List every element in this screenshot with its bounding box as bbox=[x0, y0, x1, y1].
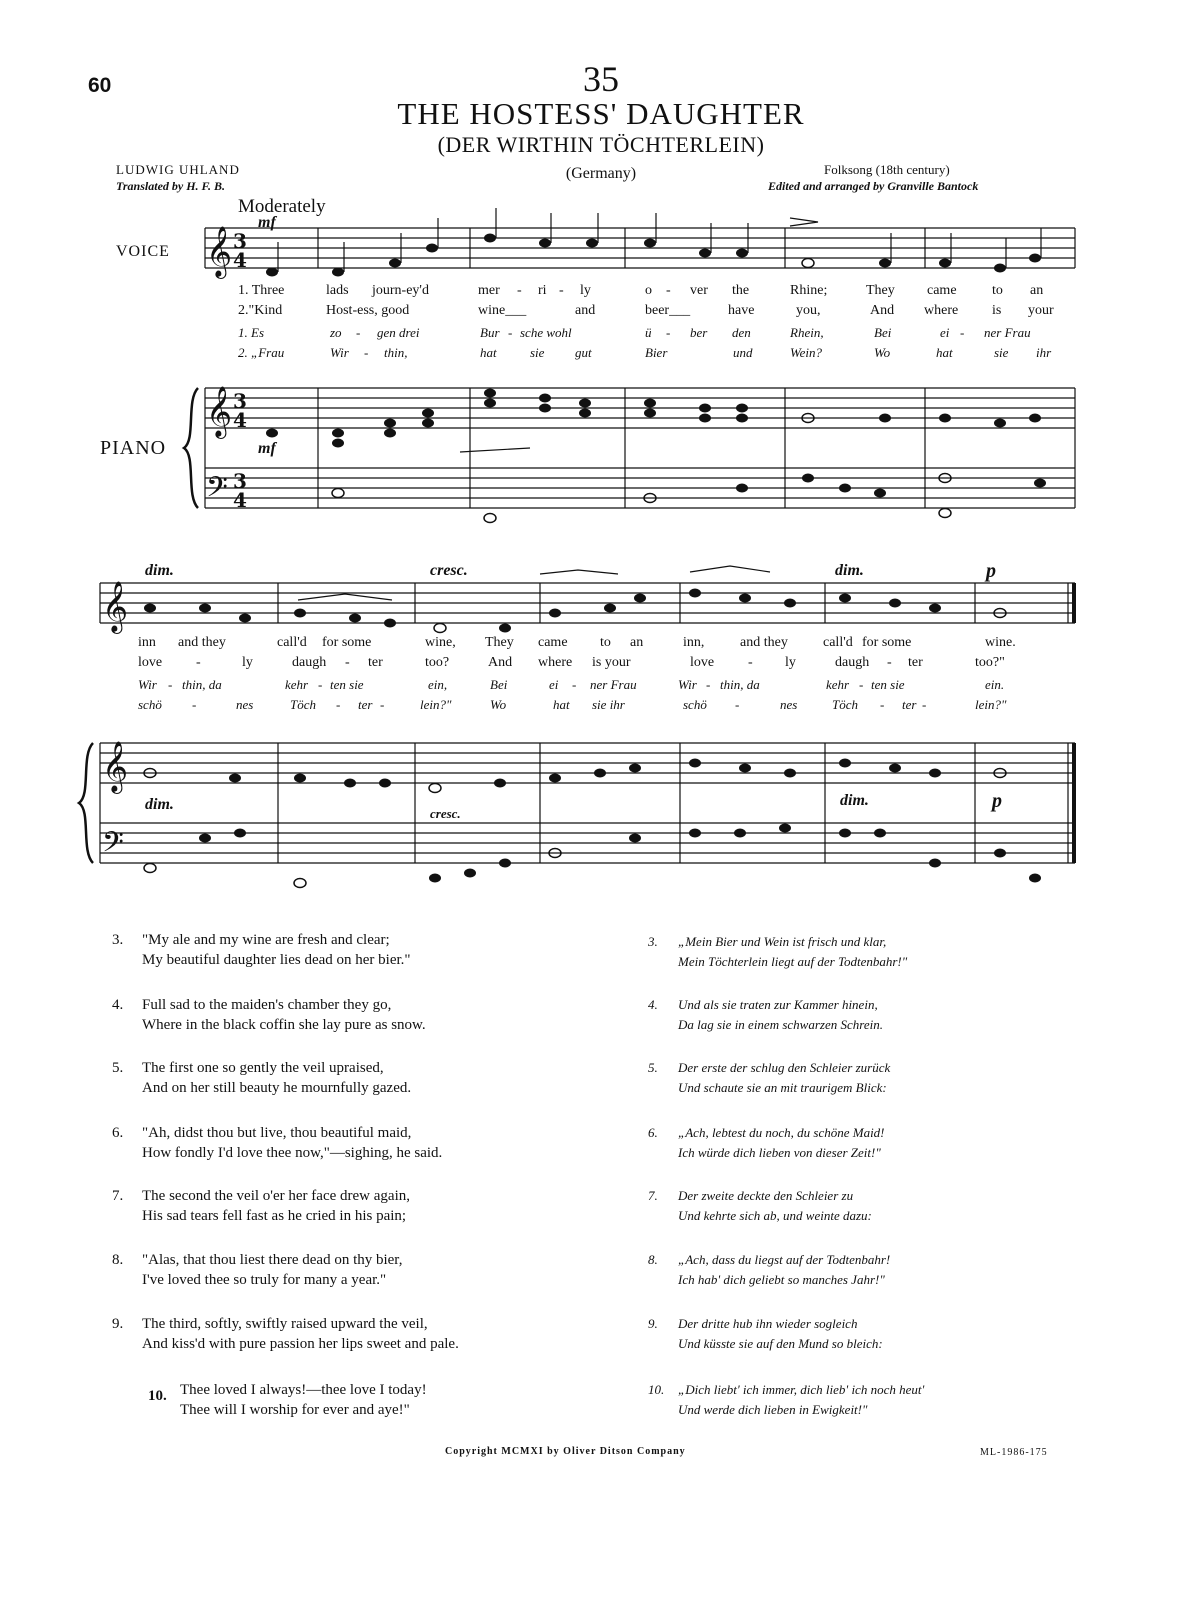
verse-de bbox=[648, 1058, 891, 1098]
dynamic-dim-piano-2: dim. bbox=[840, 792, 869, 809]
lyric-word: 1. Es bbox=[238, 325, 264, 340]
lyric-word: nes bbox=[780, 697, 798, 712]
lyric-word: ner Frau bbox=[984, 325, 1031, 340]
lyric-word: daugh bbox=[292, 655, 327, 670]
lyric-word: And bbox=[870, 303, 895, 318]
verse-line: The third, softly, swiftly raised upward the veil, bbox=[142, 1316, 428, 1332]
lyric-word: lads bbox=[326, 283, 349, 298]
lyric-word: Rhein, bbox=[790, 325, 824, 340]
verse-number: 10. bbox=[648, 1382, 665, 1397]
lyric-word: - bbox=[196, 655, 201, 670]
verse-line: Der erste der schlug den Schleier zurück bbox=[678, 1060, 891, 1075]
verse-line: And on her still beauty he mournfully gazed. bbox=[142, 1080, 412, 1096]
lyric-word: ver bbox=[690, 283, 708, 298]
lyric-word: - bbox=[880, 697, 885, 712]
lyric-word: - bbox=[572, 677, 577, 692]
verse-en bbox=[112, 995, 426, 1035]
lyric-word: ei bbox=[940, 325, 950, 340]
lyric-word: love bbox=[690, 655, 715, 670]
verse-line: How fondly I'd love thee now,"—sighing, he said. bbox=[142, 1145, 443, 1161]
lyric-word: - bbox=[345, 655, 350, 670]
dynamic-mf-voice: mf bbox=[258, 214, 276, 231]
lyric-word: ü bbox=[645, 325, 652, 340]
lyric-word: the bbox=[732, 283, 750, 298]
lyric-word: ri bbox=[538, 283, 547, 298]
lyric-word: Wir bbox=[678, 677, 697, 692]
lyric-word: ter bbox=[368, 655, 383, 670]
lyric-word: your bbox=[1028, 303, 1054, 318]
lyric-word: daugh bbox=[835, 655, 870, 670]
lyric-word: wine___ bbox=[478, 303, 527, 318]
song-origin: (Germany) bbox=[565, 165, 637, 182]
dynamic-cresc-piano: cresc. bbox=[430, 806, 461, 821]
verse-line: "Alas, that thou liest there dead on thy bier, bbox=[142, 1252, 403, 1268]
piano-label: PIANO bbox=[100, 437, 167, 459]
verse-number: 3. bbox=[112, 932, 124, 948]
lyric-word: to bbox=[992, 283, 1003, 298]
verse-de bbox=[648, 1186, 872, 1226]
verse-line: Und werde dich lieben in Ewigkeit!" bbox=[678, 1402, 868, 1417]
verse-line: „Ach, lebtest du noch, du schöne Maid! bbox=[678, 1125, 885, 1140]
lyric-word: hat bbox=[480, 345, 497, 360]
lyric-word: - bbox=[922, 697, 927, 712]
svg-text:4: 4 bbox=[233, 488, 247, 512]
verse-line: Where in the black coffin she lay pure as snow. bbox=[142, 1017, 426, 1033]
lyric-word: Wo bbox=[874, 345, 891, 360]
lyric-word: - bbox=[859, 677, 864, 692]
lyric-word: is your bbox=[592, 655, 631, 670]
lyric-word: ber bbox=[690, 325, 708, 340]
lyric-word: 1. Three bbox=[238, 283, 285, 298]
lyric-word: call'd bbox=[277, 635, 307, 650]
lyric-word: mer bbox=[478, 283, 500, 298]
verse-number: 3. bbox=[648, 934, 658, 949]
lyric-word: ten sie bbox=[330, 677, 364, 692]
lyric-word: sie bbox=[530, 345, 545, 360]
lyric-word: den bbox=[732, 325, 751, 340]
lyric-word: gen drei bbox=[377, 325, 420, 340]
svg-text:𝄢: 𝄢 bbox=[102, 826, 124, 866]
dynamic-dim-piano-1: dim. bbox=[145, 796, 174, 813]
verse-line: Ich würde dich lieben von dieser Zeit!" bbox=[678, 1145, 881, 1160]
svg-text:4: 4 bbox=[233, 408, 247, 432]
verse-number: 9. bbox=[648, 1316, 658, 1331]
verse-line: My beautiful daughter lies dead on her bier." bbox=[142, 952, 411, 968]
lyric-word: sie bbox=[994, 345, 1009, 360]
verse-line: Und kehrte sich ab, und weinte dazu: bbox=[678, 1208, 872, 1223]
verse-line: His sad tears fell fast as he cried in his pain; bbox=[142, 1208, 407, 1224]
lyric-word: - bbox=[706, 677, 711, 692]
verse-en bbox=[112, 1250, 403, 1290]
lyric-word: sche wohl bbox=[520, 325, 572, 340]
svg-text:𝄞: 𝄞 bbox=[102, 741, 129, 792]
verse-en bbox=[112, 1314, 459, 1354]
lyric-word: you, bbox=[796, 303, 821, 318]
lyric-word: - bbox=[168, 677, 173, 692]
copyright-notice: Copyright MCMXI by Oliver Ditson Company bbox=[445, 1446, 686, 1457]
svg-text:𝄞: 𝄞 bbox=[102, 581, 129, 632]
verse-number: 7. bbox=[112, 1188, 124, 1204]
lyric-word: Bei bbox=[874, 325, 892, 340]
voice-notes-2 bbox=[144, 589, 1006, 633]
arranger-credit: Edited and arranged by Granville Bantock bbox=[768, 179, 979, 193]
lyric-word: for some bbox=[322, 635, 372, 650]
lyric-word: - bbox=[192, 697, 197, 712]
lyric-word: Töch bbox=[832, 697, 858, 712]
lyric-word: 2."Kind bbox=[238, 303, 283, 318]
verse-line: „Ach, dass du liegst auf der Todtenbahr! bbox=[678, 1252, 891, 1267]
lyric-word: ein, bbox=[428, 677, 448, 692]
verse-line: Thee loved I always!—thee love I today! bbox=[180, 1382, 427, 1398]
lyric-word: - bbox=[356, 325, 361, 340]
verse-number: 4. bbox=[648, 997, 658, 1012]
lyric-word: where bbox=[924, 303, 959, 318]
lyric-word: - bbox=[666, 325, 671, 340]
lyric-word: hat bbox=[936, 345, 953, 360]
verse-number: 6. bbox=[648, 1125, 658, 1140]
tempo-marking: Moderately bbox=[238, 196, 326, 217]
verse-line: And kiss'd with pure passion her lips sweet and pale. bbox=[142, 1336, 459, 1352]
lyric-word: for some bbox=[862, 635, 912, 650]
song-number: 35 bbox=[583, 59, 619, 99]
lyric-word: And bbox=[488, 655, 513, 670]
lyric-word: where bbox=[538, 655, 573, 670]
lyric-word: - bbox=[559, 283, 564, 298]
lyric-word: kehr bbox=[826, 677, 850, 692]
lyric-word: thin, bbox=[384, 345, 408, 360]
piano-bass-staff-2 bbox=[100, 823, 1075, 863]
lyric-word: Wir bbox=[330, 345, 349, 360]
svg-text:𝄞: 𝄞 bbox=[206, 226, 233, 277]
lyric-word: thin, da bbox=[720, 677, 760, 692]
verse-line: Mein Töchterlein liegt auf der Todtenbahr!" bbox=[678, 954, 908, 969]
lyric-word: Bei bbox=[490, 677, 508, 692]
lyric-word: lein?" bbox=[420, 697, 452, 712]
page-number: 60 bbox=[88, 74, 112, 97]
verse-de bbox=[648, 1250, 891, 1290]
lyric-word: und bbox=[733, 345, 753, 360]
lyric-word: - bbox=[336, 697, 341, 712]
verse-number: 10. bbox=[148, 1388, 167, 1404]
lyric-word: have bbox=[728, 303, 755, 318]
lyric-word: gut bbox=[575, 345, 592, 360]
lyric-word: wine. bbox=[985, 635, 1016, 650]
verse-line: „Mein Bier und Wein ist frisch und klar, bbox=[678, 934, 887, 949]
lyric-word: Wein? bbox=[790, 345, 823, 360]
lyric-word: beer___ bbox=[645, 303, 691, 318]
lyric-word: - bbox=[666, 283, 671, 298]
verse-de bbox=[648, 995, 883, 1035]
lyric-word: - bbox=[887, 655, 892, 670]
verse-en bbox=[112, 1186, 410, 1226]
verse-number: 8. bbox=[648, 1252, 658, 1267]
translator-credit: Translated by H. F. B. bbox=[116, 179, 226, 193]
lyric-word: Bier bbox=[645, 345, 668, 360]
svg-text:4: 4 bbox=[233, 248, 247, 272]
lyric-word: came bbox=[927, 283, 957, 298]
lyric-word: an bbox=[630, 635, 644, 650]
lyric-word: Töch bbox=[290, 697, 316, 712]
lyric-word: hat bbox=[553, 697, 570, 712]
verse-line: Der zweite deckte den Schleier zu bbox=[678, 1188, 854, 1203]
verse-line: The first one so gently the veil upraised, bbox=[142, 1060, 384, 1076]
lyric-word: ner Frau bbox=[590, 677, 637, 692]
lyric-word: ly bbox=[580, 283, 591, 298]
verse-de bbox=[648, 932, 908, 972]
lyric-word: Wir bbox=[138, 677, 157, 692]
lyric-word: journ-ey'd bbox=[372, 283, 429, 298]
lyric-word: came bbox=[538, 635, 568, 650]
svg-text:𝄢: 𝄢 bbox=[206, 471, 228, 511]
verse-line: Und schaute sie an mit traurigem Blick: bbox=[678, 1080, 887, 1095]
lyric-word: - bbox=[508, 325, 513, 340]
verse-line: The second the veil o'er her face drew again, bbox=[142, 1188, 410, 1204]
song-subtitle: (DER WIRTHIN TÖCHTERLEIN) bbox=[437, 132, 765, 157]
verse-en bbox=[112, 1123, 443, 1163]
lyric-word: ter bbox=[908, 655, 923, 670]
dynamic-cresc-1: cresc. bbox=[430, 562, 468, 579]
lyric-word: Wo bbox=[490, 697, 507, 712]
lyric-word: ten sie bbox=[871, 677, 905, 692]
song-title: THE HOSTESS' DAUGHTER bbox=[397, 96, 805, 131]
lyric-word: inn bbox=[138, 635, 156, 650]
verse-de bbox=[648, 1380, 925, 1420]
lyric-word: too? bbox=[425, 655, 450, 670]
lyric-word: - bbox=[748, 655, 753, 670]
verse-en bbox=[112, 930, 411, 970]
dynamic-p-piano: p bbox=[992, 790, 1002, 812]
verse-line: "Ah, didst thou but live, thou beautiful maid, bbox=[142, 1125, 412, 1141]
lyric-word: 2. „Frau bbox=[238, 345, 285, 360]
lyric-word: Rhine; bbox=[790, 283, 828, 298]
lyric-word: and they bbox=[178, 635, 226, 650]
verse-number: 7. bbox=[648, 1188, 658, 1203]
lyric-word: ei bbox=[549, 677, 559, 692]
lyric-word: schö bbox=[683, 697, 707, 712]
dynamic-dim-1: dim. bbox=[145, 562, 174, 579]
dynamic-p-voice: p bbox=[986, 560, 996, 582]
verse-line: Der dritte hub ihn wieder sogleich bbox=[678, 1316, 858, 1331]
lyric-word: ein. bbox=[985, 677, 1005, 692]
verse-de bbox=[648, 1314, 883, 1354]
lyric-word: - bbox=[364, 345, 369, 360]
lyric-word: ihr bbox=[1036, 345, 1052, 360]
lyric-word: - bbox=[735, 697, 740, 712]
lyric-word: wine, bbox=[425, 635, 456, 650]
svg-text:3: 3 bbox=[233, 469, 247, 493]
lyric-word: - bbox=[318, 677, 323, 692]
svg-text:3: 3 bbox=[233, 229, 247, 253]
voice-label: VOICE bbox=[116, 243, 170, 260]
lyric-word: to bbox=[600, 635, 611, 650]
lyric-word: too?" bbox=[975, 655, 1005, 670]
lyric-word: and bbox=[575, 303, 596, 318]
verse-line: "My ale and my wine are fresh and clear; bbox=[142, 932, 390, 948]
svg-text:3: 3 bbox=[233, 389, 247, 413]
verse-number: 5. bbox=[112, 1060, 124, 1076]
lyric-word: kehr bbox=[285, 677, 309, 692]
lyric-word: nes bbox=[236, 697, 254, 712]
lyric-word: is bbox=[992, 303, 1002, 318]
verse-line: Full sad to the maiden's chamber they go, bbox=[142, 997, 392, 1013]
dynamic-mf-piano: mf bbox=[258, 440, 276, 457]
lyric-word: - bbox=[960, 325, 965, 340]
lyric-word: sie ihr bbox=[592, 697, 625, 712]
lyric-word: call'd bbox=[823, 635, 853, 650]
lyric-word: ter bbox=[358, 697, 373, 712]
lyric-word: - bbox=[517, 283, 522, 298]
verse-number: 9. bbox=[112, 1316, 124, 1332]
piano-treble-staff-2 bbox=[100, 743, 1075, 783]
verse-line: Thee will I worship for ever and aye!" bbox=[180, 1402, 410, 1418]
verse-en bbox=[112, 1058, 412, 1098]
verse-en bbox=[148, 1380, 427, 1420]
verse-number: 5. bbox=[648, 1060, 658, 1075]
verse-number: 8. bbox=[112, 1252, 124, 1268]
lyric-word: love bbox=[138, 655, 163, 670]
verse-number: 4. bbox=[112, 997, 124, 1013]
lyric-word: thin, da bbox=[182, 677, 222, 692]
plate-number: ML-1986-175 bbox=[980, 1447, 1048, 1458]
lyric-word: zo bbox=[330, 325, 342, 340]
source-credit: Folksong (18th century) bbox=[824, 162, 950, 177]
lyric-word: and they bbox=[740, 635, 788, 650]
lyric-word: o bbox=[645, 283, 652, 298]
dynamic-dim-2: dim. bbox=[835, 562, 864, 579]
verse-number: 6. bbox=[112, 1125, 124, 1141]
lyric-word: ly bbox=[785, 655, 796, 670]
lyric-word: inn, bbox=[683, 635, 705, 650]
lyric-word: an bbox=[1030, 283, 1044, 298]
lyric-word: They bbox=[485, 635, 514, 650]
verse-de bbox=[648, 1123, 885, 1163]
lyric-word: ly bbox=[242, 655, 253, 670]
lyric-word: - bbox=[380, 697, 385, 712]
lyric-word: Host-ess, good bbox=[326, 303, 410, 318]
verse-line: I've loved thee so truly for many a year." bbox=[142, 1272, 387, 1288]
poet-credit: LUDWIG UHLAND bbox=[116, 162, 240, 177]
verse-line: Ich hab' dich geliebt so manches Jahr!" bbox=[678, 1272, 885, 1287]
lyric-word: lein?" bbox=[975, 697, 1007, 712]
lyric-word: schö bbox=[138, 697, 162, 712]
verse-line: „Dich liebt' ich immer, dich lieb' ich noch heut' bbox=[678, 1382, 925, 1397]
svg-text:𝄞: 𝄞 bbox=[206, 386, 233, 437]
verse-line: Und als sie traten zur Kammer hinein, bbox=[678, 997, 878, 1012]
verse-line: Und küsste sie auf den Mund so bleich: bbox=[678, 1336, 883, 1351]
verse-line: Da lag sie in einem schwarzen Schrein. bbox=[678, 1017, 883, 1032]
lyric-word: They bbox=[866, 283, 895, 298]
lyric-word: ter bbox=[902, 697, 917, 712]
lyric-word: Bur bbox=[480, 325, 500, 340]
